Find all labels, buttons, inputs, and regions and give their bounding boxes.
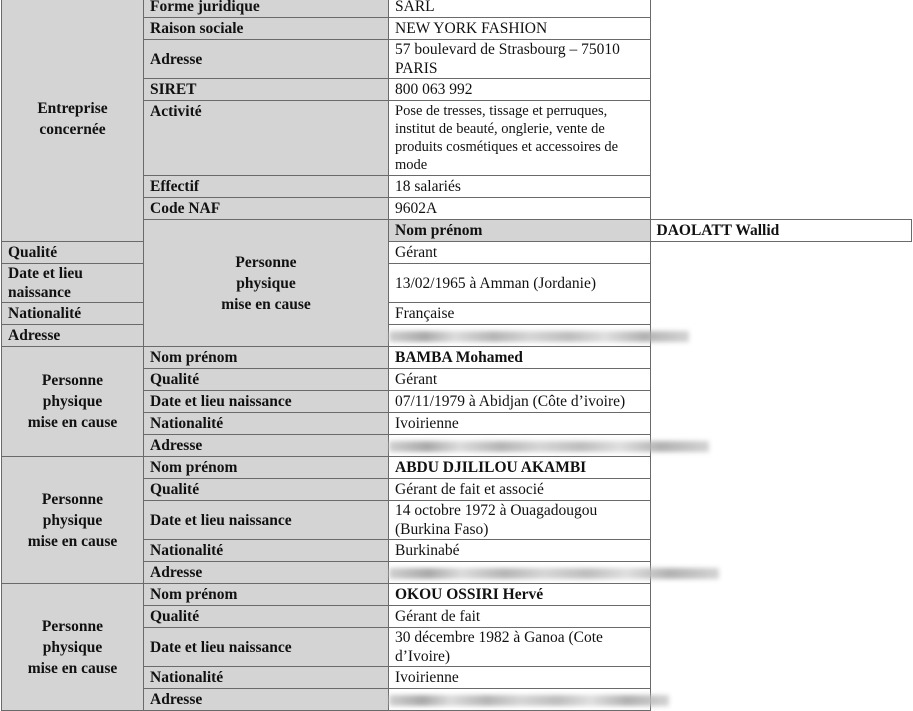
info-table <box>1 0 912 711</box>
value-nationalite: Française <box>389 303 651 325</box>
label-adresse: Adresse <box>144 689 389 711</box>
label-nationalite: Nationalité <box>144 540 389 562</box>
group-personne-2 <box>2 347 144 457</box>
value-qualite: Gérant <box>389 369 651 391</box>
group-label-line: Personne <box>235 253 297 271</box>
value-forme-juridique: SARL <box>389 0 651 18</box>
value-qualite: Gérant de fait <box>389 606 651 628</box>
value-nationalite: Ivoirienne <box>389 667 651 689</box>
label-nom-prenom: Nom prénom <box>144 457 389 479</box>
redacted-address <box>389 695 669 706</box>
table-row <box>2 584 912 606</box>
group-label-line: Entreprise <box>37 99 108 117</box>
group-label-line: Personne <box>41 490 104 508</box>
label-naissance: Date et lieu naissance <box>144 628 389 667</box>
label-nationalite: Nationalité <box>144 667 389 689</box>
group-label-line: physique <box>236 274 296 292</box>
value-code-naf: 9602A <box>389 198 651 220</box>
value-adresse-redacted <box>389 562 651 584</box>
label-qualite: Qualité <box>144 606 389 628</box>
group-label-line: physique <box>42 393 103 410</box>
value-nom-prenom: OKOU OSSIRI Hervé <box>389 584 651 606</box>
group-label-line: mise en cause <box>27 659 118 677</box>
group-label-line: Personne <box>41 372 104 389</box>
value-activite: Pose de tresses, tissage et perruques, institut de beauté, onglerie, vente de produits cosmétiques et accessoires de mode <box>389 101 651 176</box>
value-qualite: Gérant <box>389 242 651 264</box>
label-activite: Activité <box>144 101 389 176</box>
label-code-naf: Code NAF <box>144 198 389 220</box>
label-nationalite: Nationalité <box>2 303 144 325</box>
value-naissance: 30 décembre 1982 à Ganoa (Cote d’Ivoire) <box>389 628 651 667</box>
label-qualite: Qualité <box>144 479 389 501</box>
redacted-address <box>389 441 709 452</box>
redacted-address <box>389 568 719 579</box>
group-label-line: physique <box>42 638 103 656</box>
label-effectif: Effectif <box>144 176 389 198</box>
label-naissance: Date et lieu naissance <box>144 501 389 540</box>
label-qualite: Qualité <box>2 242 144 264</box>
value-adresse-redacted <box>389 435 651 457</box>
label-nom-prenom: Nom prénom <box>389 220 651 242</box>
value-nationalite: Burkinabé <box>389 540 651 562</box>
table-row <box>2 347 912 369</box>
group-entreprise <box>2 0 144 242</box>
label-forme-juridique: Forme juridique <box>144 0 389 18</box>
table-row <box>2 303 912 325</box>
table-row <box>2 0 912 18</box>
value-siret: 800 063 992 <box>389 79 651 101</box>
value-effectif: 18 salariés <box>389 176 651 198</box>
value-adresse-redacted <box>389 689 651 711</box>
label-adresse: Adresse <box>144 435 389 457</box>
group-label-line: mise en cause <box>221 295 311 313</box>
label-nom-prenom: Nom prénom <box>144 347 389 369</box>
label-naissance: Date et lieu naissance <box>2 264 144 303</box>
value-adresse-redacted <box>389 325 651 347</box>
group-label-line: mise en cause <box>27 414 118 431</box>
table-row <box>2 242 912 264</box>
table-row <box>2 325 912 347</box>
label-qualite: Qualité <box>144 369 389 391</box>
value-naissance: 13/02/1965 à Amman (Jordanie) <box>389 264 651 303</box>
value-raison-sociale: NEW YORK FASHION <box>389 18 651 40</box>
value-qualite: Gérant de fait et associé <box>389 479 651 501</box>
group-personne-1 <box>144 220 389 347</box>
group-label-line: Personne <box>41 617 104 635</box>
label-nom-prenom: Nom prénom <box>144 584 389 606</box>
value-nom-prenom: BAMBA Mohamed <box>389 347 651 369</box>
value-nationalite: Ivoirienne <box>389 413 651 435</box>
redacted-address <box>389 331 689 342</box>
group-label-line: concernée <box>39 120 106 138</box>
value-naissance: 14 octobre 1972 à Ouagadougou (Burkina Faso) <box>389 501 651 540</box>
label-raison-sociale: Raison sociale <box>144 18 389 40</box>
value-adresse: 57 boulevard de Strasbourg – 75010 PARIS <box>389 40 651 79</box>
label-nationalite: Nationalité <box>144 413 389 435</box>
label-adresse: Adresse <box>144 562 389 584</box>
value-nom-prenom: DAOLATT Wallid <box>650 220 912 242</box>
label-naissance: Date et lieu naissance <box>144 391 389 413</box>
group-personne-3 <box>2 457 144 584</box>
table-row <box>2 457 912 479</box>
group-label-line: physique <box>42 511 103 529</box>
label-siret: SIRET <box>144 79 389 101</box>
group-personne-4 <box>2 584 144 711</box>
table-row <box>2 264 912 303</box>
value-naissance: 07/11/1979 à Abidjan (Côte d’ivoire) <box>389 391 651 413</box>
group-label-line: mise en cause <box>27 532 118 550</box>
label-adresse: Adresse <box>144 40 389 79</box>
label-adresse: Adresse <box>2 325 144 347</box>
value-nom-prenom: ABDU DJILILOU AKAMBI <box>389 457 651 479</box>
